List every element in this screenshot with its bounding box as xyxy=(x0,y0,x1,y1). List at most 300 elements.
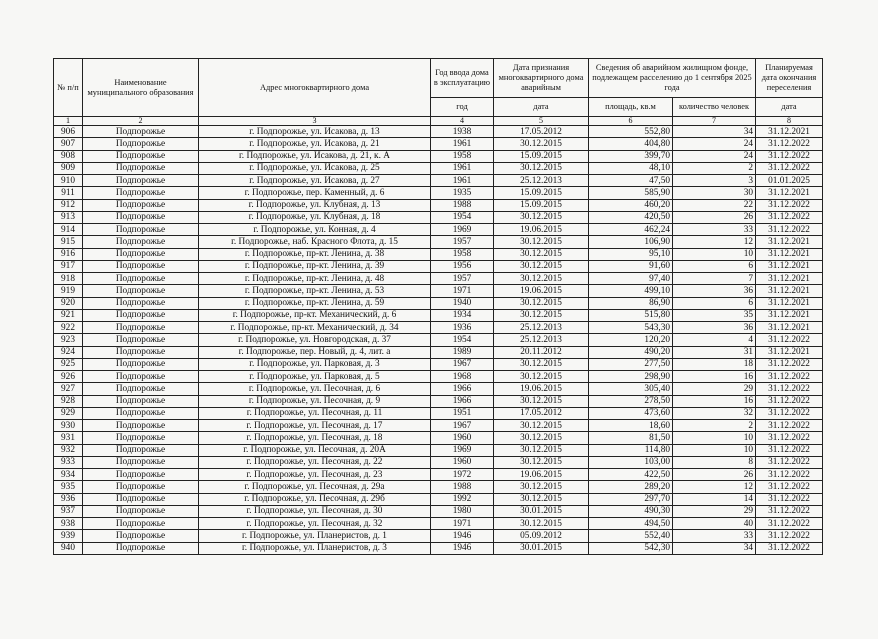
table-header xyxy=(54,59,823,126)
address-cell: г. Подпорожье, ул. Исакова, д. 25 xyxy=(199,162,431,174)
planned-end-cell: 31.12.2021 xyxy=(756,309,823,321)
year-cell: 1961 xyxy=(431,162,494,174)
municipality-cell: Подпорожье xyxy=(83,248,199,260)
year-cell: 1988 xyxy=(431,199,494,211)
municipality-cell: Подпорожье xyxy=(83,371,199,383)
row-number: 934 xyxy=(54,469,83,481)
date-recognized-cell: 30.12.2015 xyxy=(494,236,589,248)
area-cell: 18,60 xyxy=(589,420,673,432)
date-recognized-cell: 17.05.2012 xyxy=(494,126,589,138)
people-cell: 36 xyxy=(673,322,756,334)
area-cell: 494,50 xyxy=(589,518,673,530)
date-recognized-cell: 30.01.2015 xyxy=(494,542,589,554)
area-cell: 462,24 xyxy=(589,224,673,236)
subheader-date: дата xyxy=(494,98,589,117)
row-number: 936 xyxy=(54,493,83,505)
date-recognized-cell: 25.12.2013 xyxy=(494,175,589,187)
row-number: 929 xyxy=(54,407,83,419)
people-cell: 10 xyxy=(673,432,756,444)
planned-end-cell: 31.12.2022 xyxy=(756,530,823,542)
year-cell: 1968 xyxy=(431,371,494,383)
municipality-cell: Подпорожье xyxy=(83,395,199,407)
row-number: 920 xyxy=(54,297,83,309)
area-cell: 404,80 xyxy=(589,138,673,150)
date-recognized-cell: 30.12.2015 xyxy=(494,481,589,493)
address-cell: г. Подпорожье, пр-кт. Механический, д. 6 xyxy=(199,309,431,321)
area-cell: 585,90 xyxy=(589,187,673,199)
date-recognized-cell: 30.12.2015 xyxy=(494,273,589,285)
people-cell: 36 xyxy=(673,285,756,297)
date-recognized-cell: 25.12.2013 xyxy=(494,322,589,334)
address-cell: г. Подпорожье, наб. Красного Флота, д. 15 xyxy=(199,236,431,248)
row-number: 939 xyxy=(54,530,83,542)
address-cell: г. Подпорожье, ул. Конная, д. 4 xyxy=(199,224,431,236)
row-number: 931 xyxy=(54,432,83,444)
address-cell: г. Подпорожье, ул. Песочная, д. 18 xyxy=(199,432,431,444)
municipality-cell: Подпорожье xyxy=(83,285,199,297)
table-row xyxy=(54,358,823,370)
row-number: 940 xyxy=(54,542,83,554)
subheader-area: площадь, кв.м xyxy=(589,98,673,117)
row-number: 917 xyxy=(54,260,83,272)
row-number: 909 xyxy=(54,162,83,174)
row-number: 923 xyxy=(54,334,83,346)
address-cell: г. Подпорожье, пр-кт. Механический, д. 34 xyxy=(199,322,431,334)
subheader-date2: дата xyxy=(756,98,823,117)
address-cell: г. Подпорожье, ул. Клубная, д. 18 xyxy=(199,211,431,223)
area-cell: 422,50 xyxy=(589,469,673,481)
planned-end-cell: 31.12.2022 xyxy=(756,469,823,481)
area-cell: 552,80 xyxy=(589,126,673,138)
people-cell: 8 xyxy=(673,456,756,468)
municipality-cell: Подпорожье xyxy=(83,530,199,542)
municipality-cell: Подпорожье xyxy=(83,493,199,505)
people-cell: 16 xyxy=(673,395,756,407)
people-cell: 35 xyxy=(673,309,756,321)
municipality-cell: Подпорожье xyxy=(83,383,199,395)
row-number: 911 xyxy=(54,187,83,199)
table-row xyxy=(54,126,823,138)
municipality-cell: Подпорожье xyxy=(83,309,199,321)
date-recognized-cell: 15.09.2015 xyxy=(494,199,589,211)
area-cell: 81,50 xyxy=(589,432,673,444)
table-row xyxy=(54,383,823,395)
row-number: 926 xyxy=(54,371,83,383)
planned-end-cell: 31.12.2022 xyxy=(756,371,823,383)
table-row xyxy=(54,297,823,309)
date-recognized-cell: 30.12.2015 xyxy=(494,162,589,174)
header-emergency-info: Сведения об аварийном жилищном фонде, подлежащем расселению до 1 сентября 2025 года xyxy=(589,59,756,98)
municipality-cell: Подпорожье xyxy=(83,456,199,468)
table-row xyxy=(54,444,823,456)
row-number: 906 xyxy=(54,126,83,138)
column-number: 7 xyxy=(673,117,756,126)
people-cell: 3 xyxy=(673,175,756,187)
area-cell: 278,50 xyxy=(589,395,673,407)
header-address: Адрес многоквартирного дома xyxy=(199,59,431,117)
table-row xyxy=(54,420,823,432)
planned-end-cell: 31.12.2022 xyxy=(756,150,823,162)
year-cell: 1992 xyxy=(431,493,494,505)
row-number: 927 xyxy=(54,383,83,395)
address-cell: г. Подпорожье, ул. Исакова, д. 21, к. А xyxy=(199,150,431,162)
year-cell: 1989 xyxy=(431,346,494,358)
area-cell: 297,70 xyxy=(589,493,673,505)
column-number: 6 xyxy=(589,117,673,126)
area-cell: 298,90 xyxy=(589,371,673,383)
year-cell: 1957 xyxy=(431,273,494,285)
year-cell: 1969 xyxy=(431,444,494,456)
table-row xyxy=(54,150,823,162)
row-number: 928 xyxy=(54,395,83,407)
municipality-cell: Подпорожье xyxy=(83,126,199,138)
municipality-cell: Подпорожье xyxy=(83,236,199,248)
table-row xyxy=(54,432,823,444)
year-cell: 1958 xyxy=(431,248,494,260)
area-cell: 399,70 xyxy=(589,150,673,162)
year-cell: 1938 xyxy=(431,126,494,138)
row-number: 937 xyxy=(54,505,83,517)
planned-end-cell: 31.12.2022 xyxy=(756,224,823,236)
planned-end-cell: 31.12.2022 xyxy=(756,505,823,517)
planned-end-cell: 31.12.2021 xyxy=(756,273,823,285)
planned-end-cell: 31.12.2022 xyxy=(756,162,823,174)
area-cell: 114,80 xyxy=(589,444,673,456)
planned-end-cell: 31.12.2022 xyxy=(756,456,823,468)
column-number: 8 xyxy=(756,117,823,126)
planned-end-cell: 31.12.2022 xyxy=(756,432,823,444)
area-cell: 473,60 xyxy=(589,407,673,419)
municipality-cell: Подпорожье xyxy=(83,187,199,199)
year-cell: 1967 xyxy=(431,358,494,370)
municipality-cell: Подпорожье xyxy=(83,407,199,419)
people-cell: 26 xyxy=(673,211,756,223)
people-cell: 34 xyxy=(673,126,756,138)
year-cell: 1957 xyxy=(431,236,494,248)
area-cell: 86,90 xyxy=(589,297,673,309)
address-cell: г. Подпорожье, ул. Песочная, д. 9 xyxy=(199,395,431,407)
year-cell: 1954 xyxy=(431,334,494,346)
address-cell: г. Подпорожье, ул. Песочная, д. 29б xyxy=(199,493,431,505)
table-body xyxy=(54,126,823,555)
date-recognized-cell: 30.12.2015 xyxy=(494,248,589,260)
address-cell: г. Подпорожье, ул. Песочная, д. 23 xyxy=(199,469,431,481)
year-cell: 1946 xyxy=(431,542,494,554)
row-number: 925 xyxy=(54,358,83,370)
municipality-cell: Подпорожье xyxy=(83,334,199,346)
column-number: 4 xyxy=(431,117,494,126)
address-cell: г. Подпорожье, ул. Песочная, д. 22 xyxy=(199,456,431,468)
planned-end-cell: 31.12.2022 xyxy=(756,138,823,150)
date-recognized-cell: 30.12.2015 xyxy=(494,309,589,321)
date-recognized-cell: 30.12.2015 xyxy=(494,395,589,407)
row-number: 933 xyxy=(54,456,83,468)
column-number-row xyxy=(54,117,823,126)
people-cell: 24 xyxy=(673,150,756,162)
municipality-cell: Подпорожье xyxy=(83,420,199,432)
date-recognized-cell: 30.12.2015 xyxy=(494,420,589,432)
planned-end-cell: 31.12.2021 xyxy=(756,248,823,260)
header-municipality: Наименование муниципального образования xyxy=(83,59,199,117)
date-recognized-cell: 17.05.2012 xyxy=(494,407,589,419)
date-recognized-cell: 30.12.2015 xyxy=(494,518,589,530)
address-cell: г. Подпорожье, ул. Песочная, д. 20А xyxy=(199,444,431,456)
table-row xyxy=(54,518,823,530)
date-recognized-cell: 30.01.2015 xyxy=(494,505,589,517)
people-cell: 6 xyxy=(673,297,756,309)
area-cell: 277,50 xyxy=(589,358,673,370)
date-recognized-cell: 30.12.2015 xyxy=(494,358,589,370)
row-number: 935 xyxy=(54,481,83,493)
date-recognized-cell: 19.06.2015 xyxy=(494,383,589,395)
table-row xyxy=(54,322,823,334)
planned-end-cell: 31.12.2022 xyxy=(756,518,823,530)
area-cell: 460,20 xyxy=(589,199,673,211)
people-cell: 22 xyxy=(673,199,756,211)
people-cell: 29 xyxy=(673,505,756,517)
row-number: 912 xyxy=(54,199,83,211)
address-cell: г. Подпорожье, ул. Песочная, д. 29а xyxy=(199,481,431,493)
year-cell: 1958 xyxy=(431,150,494,162)
municipality-cell: Подпорожье xyxy=(83,322,199,334)
municipality-cell: Подпорожье xyxy=(83,432,199,444)
year-cell: 1934 xyxy=(431,309,494,321)
row-number: 914 xyxy=(54,224,83,236)
people-cell: 7 xyxy=(673,273,756,285)
area-cell: 490,30 xyxy=(589,505,673,517)
area-cell: 48,10 xyxy=(589,162,673,174)
planned-end-cell: 31.12.2021 xyxy=(756,187,823,199)
table-row xyxy=(54,187,823,199)
area-cell: 103,00 xyxy=(589,456,673,468)
area-cell: 552,40 xyxy=(589,530,673,542)
address-cell: г. Подпорожье, ул. Песочная, д. 17 xyxy=(199,420,431,432)
year-cell: 1936 xyxy=(431,322,494,334)
area-cell: 420,50 xyxy=(589,211,673,223)
date-recognized-cell: 30.12.2015 xyxy=(494,211,589,223)
address-cell: г. Подпорожье, пр-кт. Ленина, д. 53 xyxy=(199,285,431,297)
table-row xyxy=(54,248,823,260)
planned-end-cell: 31.12.2022 xyxy=(756,199,823,211)
row-number: 922 xyxy=(54,322,83,334)
row-number: 921 xyxy=(54,309,83,321)
table-row xyxy=(54,175,823,187)
area-cell: 47,50 xyxy=(589,175,673,187)
address-cell: г. Подпорожье, ул. Песочная, д. 11 xyxy=(199,407,431,419)
address-cell: г. Подпорожье, ул. Планеристов, д. 1 xyxy=(199,530,431,542)
address-cell: г. Подпорожье, ул. Песочная, д. 6 xyxy=(199,383,431,395)
area-cell: 490,20 xyxy=(589,346,673,358)
emergency-housing-table xyxy=(53,58,823,555)
year-cell: 1966 xyxy=(431,383,494,395)
header-planned-end: Планируемая дата окончания переселения xyxy=(756,59,823,98)
planned-end-cell: 31.12.2022 xyxy=(756,383,823,395)
people-cell: 4 xyxy=(673,334,756,346)
table-row xyxy=(54,138,823,150)
people-cell: 6 xyxy=(673,260,756,272)
table-row xyxy=(54,260,823,272)
year-cell: 1988 xyxy=(431,481,494,493)
date-recognized-cell: 30.12.2015 xyxy=(494,371,589,383)
row-number: 918 xyxy=(54,273,83,285)
year-cell: 1971 xyxy=(431,518,494,530)
planned-end-cell: 31.12.2022 xyxy=(756,420,823,432)
people-cell: 12 xyxy=(673,481,756,493)
planned-end-cell: 31.12.2021 xyxy=(756,346,823,358)
people-cell: 29 xyxy=(673,383,756,395)
year-cell: 1956 xyxy=(431,260,494,272)
area-cell: 120,20 xyxy=(589,334,673,346)
municipality-cell: Подпорожье xyxy=(83,162,199,174)
header-num: № п/п xyxy=(54,59,83,117)
people-cell: 32 xyxy=(673,407,756,419)
date-recognized-cell: 30.12.2015 xyxy=(494,260,589,272)
municipality-cell: Подпорожье xyxy=(83,211,199,223)
people-cell: 40 xyxy=(673,518,756,530)
address-cell: г. Подпорожье, пер. Каменный, д. 6 xyxy=(199,187,431,199)
date-recognized-cell: 30.12.2015 xyxy=(494,456,589,468)
planned-end-cell: 31.12.2022 xyxy=(756,481,823,493)
year-cell: 1940 xyxy=(431,297,494,309)
municipality-cell: Подпорожье xyxy=(83,297,199,309)
table-row xyxy=(54,542,823,554)
year-cell: 1967 xyxy=(431,420,494,432)
municipality-cell: Подпорожье xyxy=(83,199,199,211)
address-cell: г. Подпорожье, ул. Клубная, д. 13 xyxy=(199,199,431,211)
date-recognized-cell: 30.12.2015 xyxy=(494,138,589,150)
date-recognized-cell: 30.12.2015 xyxy=(494,432,589,444)
municipality-cell: Подпорожье xyxy=(83,138,199,150)
table-row xyxy=(54,395,823,407)
date-recognized-cell: 19.06.2015 xyxy=(494,469,589,481)
planned-end-cell: 31.12.2022 xyxy=(756,542,823,554)
table-row xyxy=(54,346,823,358)
row-number: 910 xyxy=(54,175,83,187)
year-cell: 1966 xyxy=(431,395,494,407)
area-cell: 305,40 xyxy=(589,383,673,395)
area-cell: 95,10 xyxy=(589,248,673,260)
year-cell: 1951 xyxy=(431,407,494,419)
row-number: 924 xyxy=(54,346,83,358)
address-cell: г. Подпорожье, ул. Песочная, д. 32 xyxy=(199,518,431,530)
area-cell: 97,40 xyxy=(589,273,673,285)
planned-end-cell: 31.12.2021 xyxy=(756,297,823,309)
year-cell: 1946 xyxy=(431,530,494,542)
municipality-cell: Подпорожье xyxy=(83,542,199,554)
people-cell: 2 xyxy=(673,162,756,174)
table-row xyxy=(54,407,823,419)
address-cell: г. Подпорожье, пр-кт. Ленина, д. 48 xyxy=(199,273,431,285)
table-row xyxy=(54,493,823,505)
area-cell: 499,10 xyxy=(589,285,673,297)
year-cell: 1961 xyxy=(431,138,494,150)
municipality-cell: Подпорожье xyxy=(83,469,199,481)
year-cell: 1961 xyxy=(431,175,494,187)
municipality-cell: Подпорожье xyxy=(83,346,199,358)
municipality-cell: Подпорожье xyxy=(83,444,199,456)
table-row xyxy=(54,481,823,493)
planned-end-cell: 31.12.2021 xyxy=(756,260,823,272)
date-recognized-cell: 30.12.2015 xyxy=(494,493,589,505)
table-row xyxy=(54,199,823,211)
date-recognized-cell: 30.12.2015 xyxy=(494,444,589,456)
header-date-recognized: Дата признания многоквартирного дома аварийным xyxy=(494,59,589,98)
planned-end-cell: 31.12.2021 xyxy=(756,285,823,297)
planned-end-cell: 31.12.2022 xyxy=(756,407,823,419)
address-cell: г. Подпорожье, пр-кт. Ленина, д. 38 xyxy=(199,248,431,260)
row-number: 938 xyxy=(54,518,83,530)
date-recognized-cell: 05.09.2012 xyxy=(494,530,589,542)
date-recognized-cell: 19.06.2015 xyxy=(494,285,589,297)
year-cell: 1969 xyxy=(431,224,494,236)
people-cell: 24 xyxy=(673,138,756,150)
people-cell: 10 xyxy=(673,444,756,456)
municipality-cell: Подпорожье xyxy=(83,518,199,530)
year-cell: 1960 xyxy=(431,456,494,468)
municipality-cell: Подпорожье xyxy=(83,150,199,162)
area-cell: 106,90 xyxy=(589,236,673,248)
row-number: 932 xyxy=(54,444,83,456)
area-cell: 543,30 xyxy=(589,322,673,334)
date-recognized-cell: 20.11.2012 xyxy=(494,346,589,358)
people-cell: 33 xyxy=(673,224,756,236)
column-number: 2 xyxy=(83,117,199,126)
area-cell: 542,30 xyxy=(589,542,673,554)
address-cell: г. Подпорожье, пр-кт. Ленина, д. 59 xyxy=(199,297,431,309)
address-cell: г. Подпорожье, ул. Исакова, д. 21 xyxy=(199,138,431,150)
column-number: 1 xyxy=(54,117,83,126)
municipality-cell: Подпорожье xyxy=(83,273,199,285)
table-row xyxy=(54,530,823,542)
date-recognized-cell: 30.12.2015 xyxy=(494,297,589,309)
municipality-cell: Подпорожье xyxy=(83,260,199,272)
municipality-cell: Подпорожье xyxy=(83,175,199,187)
column-number: 5 xyxy=(494,117,589,126)
planned-end-cell: 31.12.2022 xyxy=(756,444,823,456)
planned-end-cell: 31.12.2022 xyxy=(756,395,823,407)
planned-end-cell: 31.12.2021 xyxy=(756,126,823,138)
date-recognized-cell: 15.09.2015 xyxy=(494,150,589,162)
row-number: 916 xyxy=(54,248,83,260)
people-cell: 26 xyxy=(673,469,756,481)
address-cell: г. Подпорожье, пр-кт. Ленина, д. 39 xyxy=(199,260,431,272)
address-cell: г. Подпорожье, пер. Новый, д. 4, лит. а xyxy=(199,346,431,358)
address-cell: г. Подпорожье, ул. Исакова, д. 13 xyxy=(199,126,431,138)
table-row xyxy=(54,456,823,468)
row-number: 913 xyxy=(54,211,83,223)
planned-end-cell: 31.12.2022 xyxy=(756,211,823,223)
people-cell: 34 xyxy=(673,542,756,554)
year-cell: 1972 xyxy=(431,469,494,481)
column-number: 3 xyxy=(199,117,431,126)
people-cell: 10 xyxy=(673,248,756,260)
area-cell: 91,60 xyxy=(589,260,673,272)
table-row xyxy=(54,162,823,174)
people-cell: 30 xyxy=(673,187,756,199)
municipality-cell: Подпорожье xyxy=(83,481,199,493)
planned-end-cell: 01.01.2025 xyxy=(756,175,823,187)
date-recognized-cell: 15.09.2015 xyxy=(494,187,589,199)
planned-end-cell: 31.12.2022 xyxy=(756,334,823,346)
table-row xyxy=(54,469,823,481)
municipality-cell: Подпорожье xyxy=(83,224,199,236)
date-recognized-cell: 19.06.2015 xyxy=(494,224,589,236)
people-cell: 12 xyxy=(673,236,756,248)
table-row xyxy=(54,211,823,223)
row-number: 915 xyxy=(54,236,83,248)
year-cell: 1954 xyxy=(431,211,494,223)
planned-end-cell: 31.12.2022 xyxy=(756,493,823,505)
